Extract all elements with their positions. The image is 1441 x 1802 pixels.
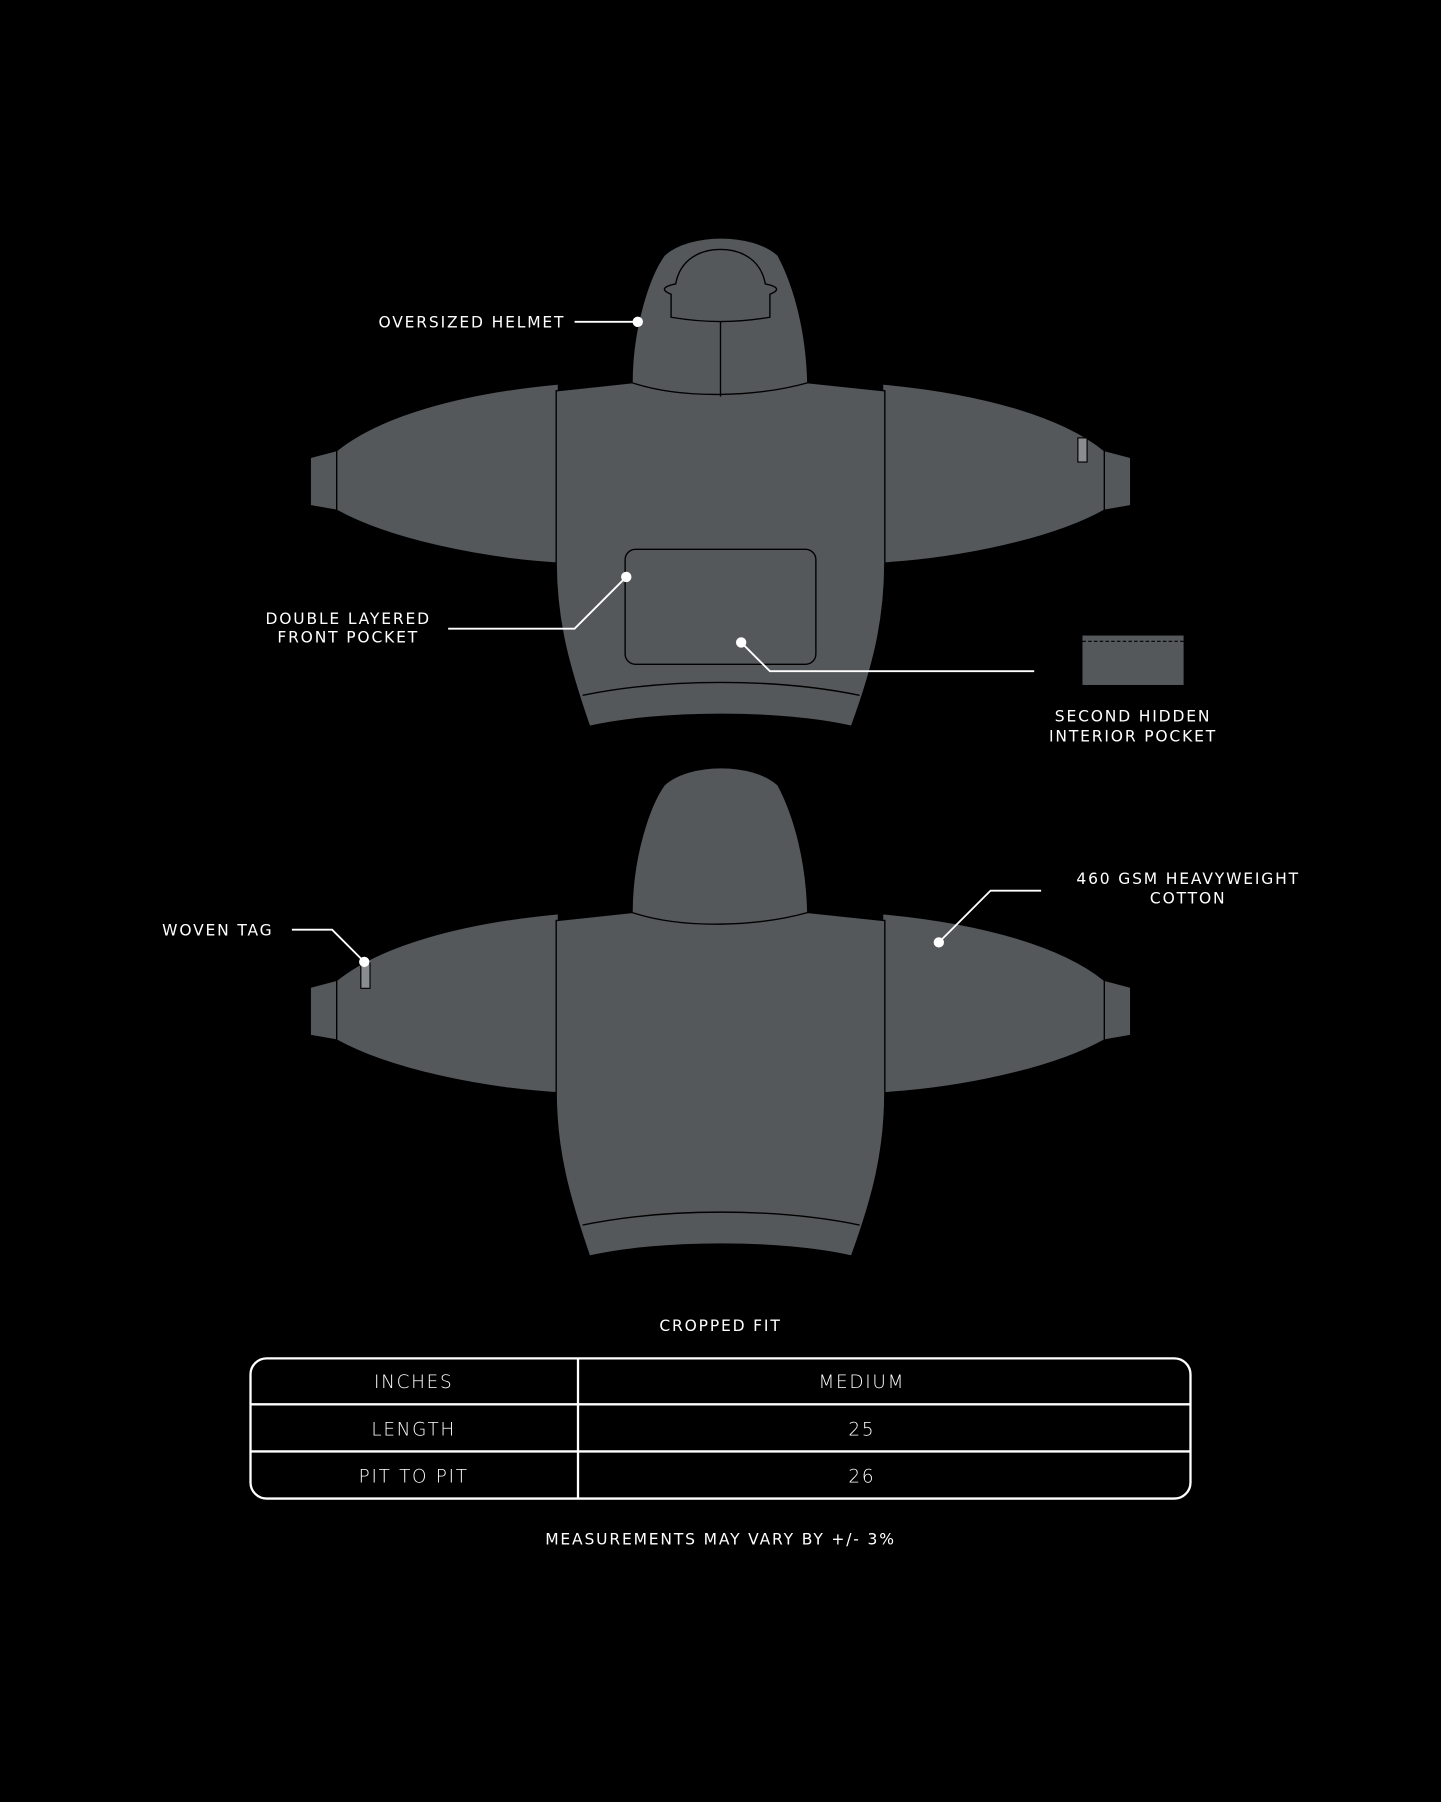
- svg-text:OVERSIZED HELMET: OVERSIZED HELMET: [378, 313, 566, 332]
- measurement-note: MEASUREMENTS MAY VARY BY +/- 3%: [545, 1530, 896, 1549]
- svg-text:FRONT POCKET: FRONT POCKET: [277, 628, 420, 647]
- header-medium: MEDIUM: [818, 1372, 906, 1394]
- svg-text:SECOND HIDDEN: SECOND HIDDEN: [1054, 707, 1212, 726]
- fit-label: CROPPED FIT: [659, 1316, 782, 1335]
- hidden-pocket-icon: [1082, 636, 1183, 685]
- svg-text:COTTON: COTTON: [1149, 889, 1227, 908]
- row-pit-label: PIT TO PIT: [358, 1466, 469, 1488]
- svg-text:460 GSM HEAVYWEIGHT: 460 GSM HEAVYWEIGHT: [1076, 869, 1300, 888]
- row-length-label: LENGTH: [371, 1419, 456, 1441]
- row-length-value: 25: [848, 1419, 876, 1441]
- svg-text:INTERIOR POCKET: INTERIOR POCKET: [1049, 727, 1218, 746]
- header-inches: INCHES: [373, 1372, 454, 1394]
- front-pocket: [625, 549, 816, 664]
- row-pit-value: 26: [848, 1466, 876, 1488]
- svg-text:WOVEN TAG: WOVEN TAG: [162, 921, 274, 940]
- sleeve-tag: [1078, 438, 1087, 462]
- svg-text:DOUBLE LAYERED: DOUBLE LAYERED: [265, 610, 431, 629]
